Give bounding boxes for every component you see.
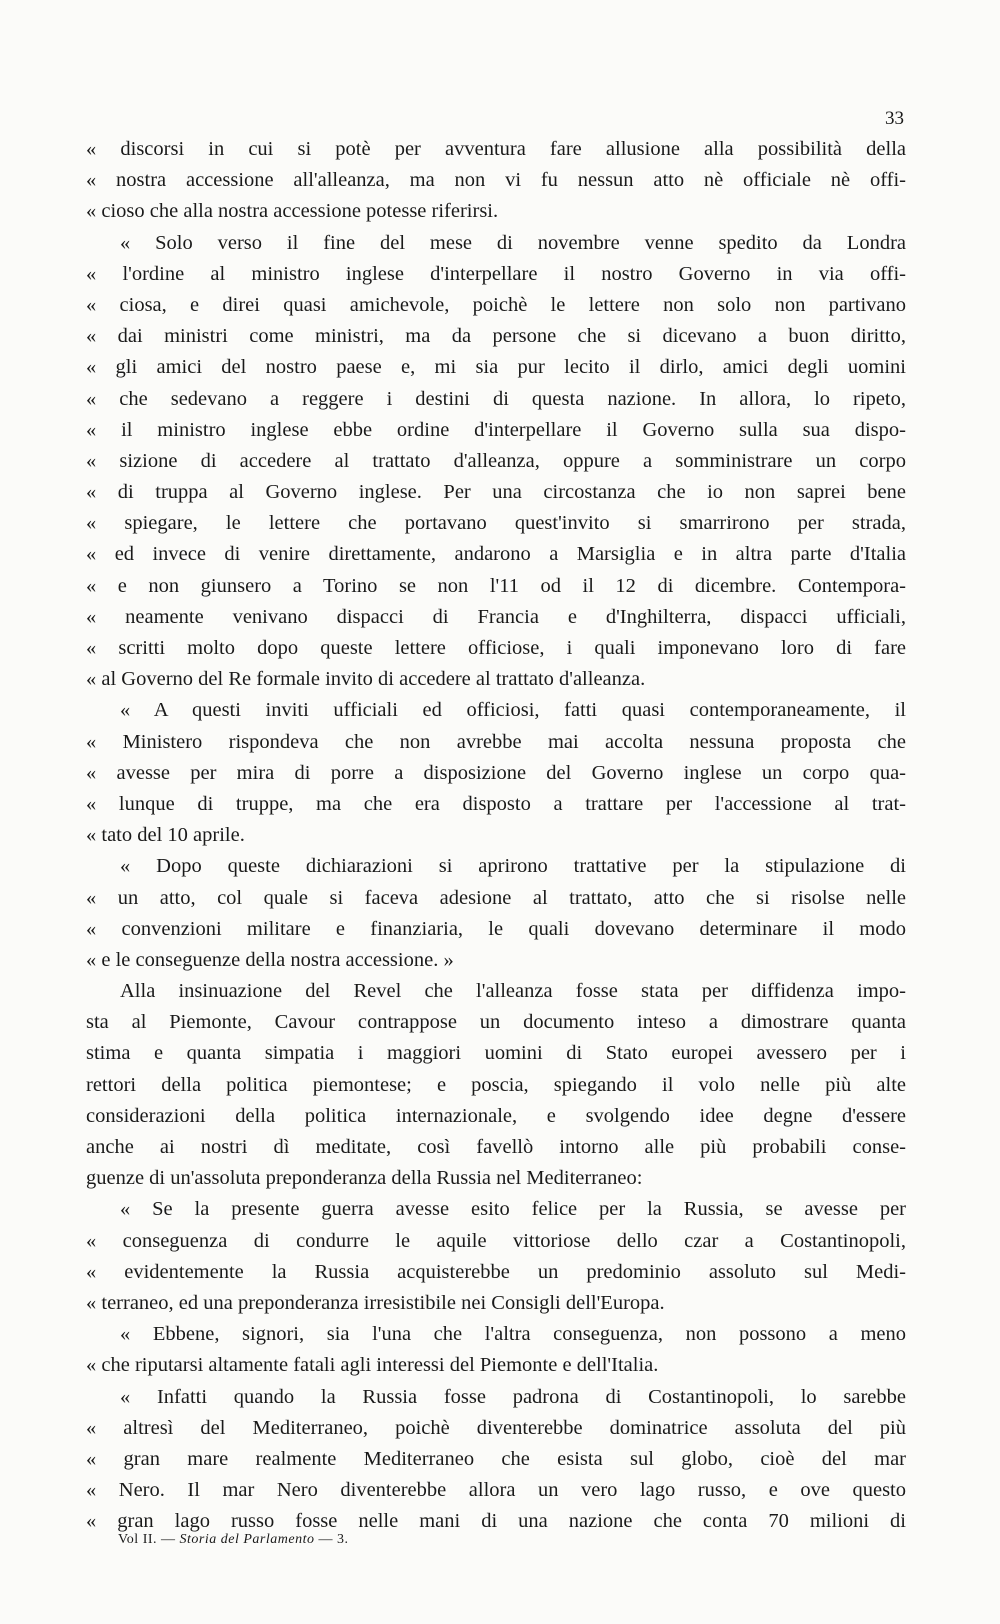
text-line: « ed invece di venire direttamente, andarono a Marsiglia e in altra parte d'Italia — [86, 543, 906, 566]
text-line: « terraneo, ed una preponderanza irresistibile nei Consigli dell'Europa. — [86, 1291, 665, 1314]
text-line: anche ai nostri dì meditate, così favellò intorno alle più probabili conse- — [86, 1136, 906, 1158]
text-line: considerazioni della politica internazionale, e svolgendo idee degne d'essere — [86, 1104, 906, 1127]
text-line: « conseguenza di condurre le aquile vittoriose dello czar a Costantinopoli, — [86, 1229, 906, 1252]
text-line: « che riputarsi altamente fatali agli interessi del Piemonte e dell'Italia. — [86, 1354, 659, 1377]
text-line: « un atto, col quale si faceva adesione al trattato, atto che si risolse nelle — [86, 886, 906, 909]
text-line: « scritti molto dopo queste lettere officiose, i quali imponevano loro di fare — [86, 637, 906, 659]
text-line: « discorsi in cui si potè per avventura fare allusione alla possibilità della — [86, 138, 906, 160]
text-line: « gli amici del nostro paese e, mi sia pur lecito il dirlo, amici degli uomini — [86, 356, 906, 379]
text-line: « Solo verso il fine del mese di novembre venne spedito da Londra — [120, 231, 906, 254]
text-line: rettori della politica piemontese; e poscia, spiegando il volo nelle più alte — [86, 1073, 906, 1096]
text-line: « Ebbene, signori, sia l'una che l'altra conseguenza, non possono a meno — [120, 1323, 906, 1346]
text-line: « nostra accessione all'alleanza, ma non vi fu nessun atto nè officiale nè offi- — [86, 169, 906, 192]
text-line: Alla insinuazione del Revel che l'alleanza fosse stata per diffidenza impo- — [120, 980, 906, 1003]
text-line: « sizione di accedere al trattato d'alleanza, oppure a somministrare un corpo — [86, 449, 906, 472]
text-line: « Nero. Il mar Nero diventerebbe allora un vero lago russo, e ove questo — [86, 1479, 906, 1502]
text-line: « al Governo del Re formale invito di accedere al trattato d'alleanza. — [86, 668, 646, 691]
text-line: stima e quanta simpatia i maggiori uomini di Stato europei avessero per i — [86, 1042, 906, 1065]
footer-title: Storia del Parlamento — [179, 1532, 315, 1547]
text-line: « tato del 10 aprile. — [86, 824, 245, 847]
text-line: « dai ministri come ministri, ma da persone che si dicevano a buon diritto, — [86, 325, 906, 348]
text-line: « avesse per mira di porre a disposizione del Governo inglese un corpo qua- — [86, 761, 906, 784]
text-line: « Infatti quando la Russia fosse padrona di Costantinopoli, lo sarebbe — [120, 1385, 906, 1408]
text-line: « il ministro inglese ebbe ordine d'interpellare il Governo sulla sua dispo- — [86, 418, 906, 441]
body-text — [86, 134, 906, 1537]
footer-volume: Vol II. — — [118, 1532, 176, 1547]
text-line: « Se la presente guerra avesse esito felice per la Russia, se avesse per — [120, 1198, 906, 1221]
text-line: « Dopo queste dichiarazioni si aprirono trattative per la stipulazione di — [120, 855, 906, 878]
text-line: guenze di un'assoluta preponderanza della Russia nel Mediterraneo: — [86, 1167, 643, 1190]
text-line: « altresì del Mediterraneo, poichè diventerebbe dominatrice assoluta del più — [86, 1416, 906, 1439]
text-line: « spiegare, le lettere che portavano quest'invito si smarrirono per strada, — [86, 512, 906, 535]
text-line: « l'ordine al ministro inglese d'interpellare il nostro Governo in via offi- — [86, 262, 906, 285]
text-line: « di truppa al Governo inglese. Per una circostanza che io non saprei bene — [86, 481, 906, 504]
text-line: « gran mare realmente Mediterraneo che esista sul globo, cioè del mar — [86, 1447, 906, 1470]
text-line: « e non giunsero a Torino se non l'11 od il 12 di dicembre. Contempora- — [86, 574, 906, 597]
text-line: « neamente venivano dispacci di Francia e d'Inghilterra, dispacci ufficiali, — [86, 605, 906, 628]
text-line: « e le conseguenze della nostra accessione. » — [86, 948, 454, 971]
text-line: « che sedevano a reggere i destini di questa nazione. In allora, lo ripeto, — [86, 387, 906, 410]
text-line: sta al Piemonte, Cavour contrappose un documento inteso a dimostrare quanta — [86, 1011, 906, 1034]
text-line: « gran lago russo fosse nelle mani di una nazione che conta 70 milioni di — [86, 1510, 906, 1533]
text-line: « evidentemente la Russia acquisterebbe un predominio assoluto sul Medi- — [86, 1260, 906, 1283]
text-line: « ciosa, e direi quasi amichevole, poichè le lettere non solo non partivano — [86, 293, 906, 316]
footer-sheet: — 3. — [318, 1532, 349, 1547]
text-line: « A questi inviti ufficiali ed officiosi, fatti quasi contemporaneamente, il — [120, 699, 906, 722]
footer-signature — [118, 1532, 348, 1548]
text-line: « cioso che alla nostra accessione potesse riferirsi. — [86, 200, 499, 223]
text-line: « lunque di truppe, ma che era disposto a trattare per l'accessione al trat- — [86, 792, 906, 815]
page-number: 33 — [885, 108, 904, 129]
text-line: « Ministero rispondeva che non avrebbe mai accolta nessuna proposta che — [86, 730, 906, 753]
text-line: « convenzioni militare e finanziaria, le quali dovevano determinare il modo — [86, 917, 906, 940]
